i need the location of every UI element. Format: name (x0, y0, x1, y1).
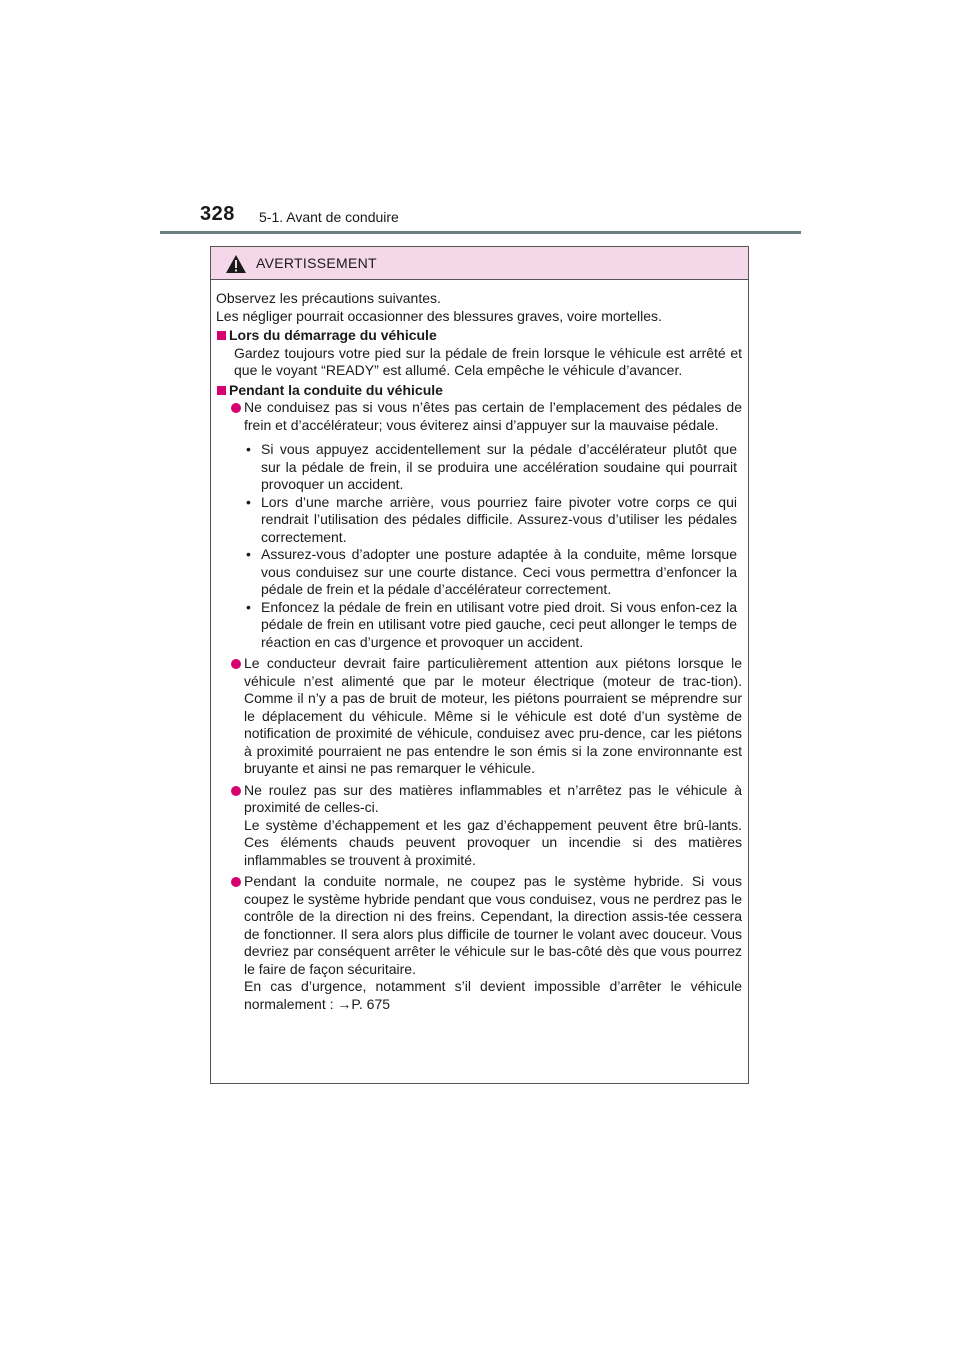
header-rule (160, 231, 801, 234)
warning-body (211, 280, 748, 1013)
section-title: 5-1. Avant de conduire (259, 209, 399, 225)
sub-list (244, 441, 742, 651)
page-number: 328 (200, 203, 235, 225)
circle-bullet-icon (231, 659, 241, 669)
item-text: Le conducteur devrait faire particulièrement attention aux piétons lorsque le véhicule n’est alimenté que par le moteur électrique (moteur de trac-tion). Comme il n’y a pas de bruit de moteur, les piétons pourraient se méprendre sur le déplacement du véhicule. Même si le véhicule est doté d’un système de notification de proximité de véhicule, conduisez avec pru-dence, car les piétons à proximité pourraient ne pas entendre le son émis si la zone environnante est bruyante et ainsi ne pas remarquer le véhicule. (244, 655, 742, 776)
circle-bullet-icon (231, 877, 241, 887)
section-text-startup: Gardez toujours votre pied sur la pédale de frein lorsque le véhicule est arrêté et que le voyant “READY” est allumé. Cela empêche le véhicule d’avancer. (234, 344, 742, 378)
circle-bullet-icon (231, 786, 241, 796)
square-bullet-icon (217, 386, 226, 395)
warning-triangle-icon (225, 254, 247, 274)
item-text: Ne conduisez pas si vous n’êtes pas certain de l’emplacement des pédales de frein et d’accélérateur; vous éviterez ainsi d’appuyer sur la mauvaise pédale. (244, 399, 742, 433)
sub-item-text: Lors d’une marche arrière, vous pourriez faire pivoter votre corps ce qui rendrait l’utilisation des pédales difficile. Assurez-vous d’utiliser les pédales correctement. (261, 493, 737, 545)
warning-header (211, 247, 748, 280)
bullet-dot-icon: • (246, 441, 251, 457)
section-heading-startup (216, 327, 742, 345)
item-text-2: Le système d’échappement et les gaz d’échappement peuvent être brû-lants. Ces éléments chauds peuvent provoquer un incendie si des matières inflammables se trouvent à proximité. (244, 816, 742, 868)
list-item (216, 655, 742, 778)
list-item (216, 782, 742, 870)
sub-list-item (244, 441, 742, 494)
sub-list-item (244, 599, 742, 652)
bullet-dot-icon: • (246, 493, 251, 510)
section-heading-driving (216, 382, 742, 400)
item-text: Pendant la conduite normale, ne coupez pas le système hybride. Si vous coupez le système hybride pendant que vous conduisez, vous ne perdrez pas le contrôle de la direction ni des freins. Cependant, la direction assis-tée cessera de fonctionner. Il sera alors plus difficile de tourner le volant avec douceur. Vous devriez par conséquent arrêter le véhicule sur le bas-côté dès que vous pourrez le faire de façon sécuritaire. (244, 873, 742, 977)
sub-item-text: Assurez-vous d’adopter une posture adaptée à la conduite, même lorsque vous conduisez sur une courte distance. Ceci vous permettra d’enfoncer la pédale de frein et la pédale d’accélérateur correctement. (261, 546, 737, 597)
item-text: Ne roulez pas sur des matières inflammables et n’arrêtez pas le véhicule à proximité de celles-ci. (244, 781, 742, 815)
bullet-dot-icon: • (246, 598, 251, 615)
section-heading-text: Pendant la conduite du véhicule (229, 381, 443, 398)
warning-title: AVERTISSEMENT (256, 255, 377, 271)
sub-list-item (244, 546, 742, 599)
square-bullet-icon (217, 331, 226, 340)
list-item (216, 873, 742, 1013)
circle-bullet-icon (231, 403, 241, 413)
sub-item-text: Enfoncez la pédale de frein en utilisant votre pied droit. Si vous enfon-cez la pédale de frein en utilisant votre pied gauche, ceci peut allonger le temps de réaction en cas d’urgence et provoquer un accident. (261, 598, 737, 650)
list-item (216, 399, 742, 651)
bullet-dot-icon: • (246, 546, 251, 562)
sub-list-item (244, 494, 742, 547)
section-heading-text: Lors du démarrage du véhicule (229, 327, 437, 343)
intro-line-2: Les négliger pourrait occasionner des blessures graves, voire mortelles. (216, 307, 662, 324)
intro-line-1: Observez les précautions suivantes. (216, 290, 441, 306)
sub-item-text: Si vous appuyez accidentellement sur la pédale d’accélérateur plutôt que sur la pédale de frein, il se produira une accélération soudaine qui pourrait provoquer un accident. (261, 441, 737, 492)
warning-box (210, 246, 749, 1084)
item-text-2: En cas d’urgence, notamment s’il devient impossible d’arrêter le véhicule normalement : →P. 675 (244, 978, 742, 1012)
